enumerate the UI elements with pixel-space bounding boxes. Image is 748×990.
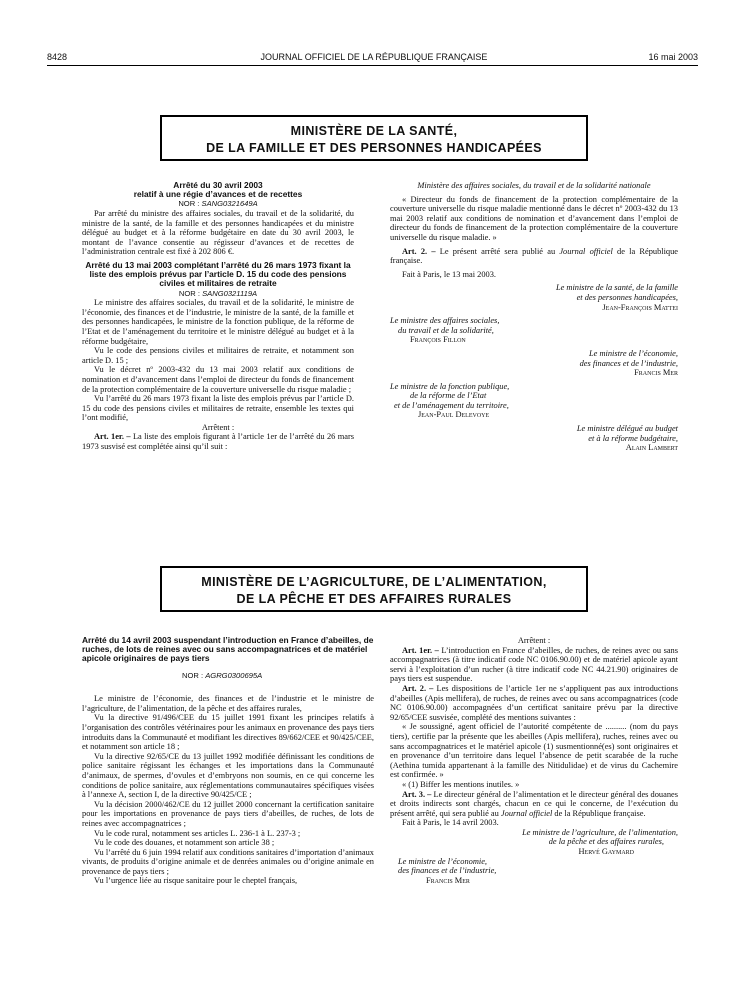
- signature-title: des finances et de l’industrie,: [579, 358, 678, 368]
- signatory-name: François Fillon: [410, 335, 466, 345]
- signature-block: [390, 283, 678, 312]
- signature-title: Le ministre de l’économie,: [398, 856, 488, 866]
- signature-block: [390, 424, 678, 453]
- signature-title: de la réforme de l’Etat: [410, 391, 487, 401]
- nor-reference: [82, 199, 354, 209]
- signature-title: Le ministre délégué au budget: [576, 424, 678, 434]
- signature-block: [390, 316, 678, 345]
- paragraph: Vu la directive 92/65/CE du 13 juillet 1992 modifiée définissant les conditions de police sanitaire régissant les échanges et les importations dans la Communauté d’animaux, de spermes, d’ovules et d’embryons non soumis, en ce qui concerne les conditions de police sanitaire, aux réglementations communautaires spécifiques visées à l’annexe A, section I, de la directive 90/425/CE ;: [82, 751, 374, 800]
- journal-ref: Journal officiel: [559, 246, 613, 256]
- page-number: 8428: [47, 52, 68, 62]
- paragraph: Vu la décision 2000/462/CE du 12 juillet 2000 concernant la certification sanitaire pour les importations en provenance de pays tiers d’abeilles, de ruches, de lots de reines avec accompagnatrices ;: [82, 799, 374, 828]
- ministry-heading-line2: DE LA FAMILLE ET DES PERSONNES HANDICAPÉES: [206, 141, 542, 155]
- ministry-heading-line1: MINISTÈRE DE LA SANTÉ,: [290, 124, 458, 138]
- nor-reference: [82, 289, 354, 299]
- place-date: Fait à Paris, le 13 mai 2003.: [402, 269, 496, 279]
- ministry-heading-health: [160, 115, 588, 161]
- article-text: La liste des emplois figurant à l’article 1er de l’arrêté du 26 mars 1973 susvisé est complétée ainsi qu’il suit :: [82, 432, 355, 452]
- paragraph: Vu l’arrêté du 26 mars 1973 fixant la liste des emplois prévus par l’article D. 15 du code des pensions civiles et militaires de retraite, ensemble les textes qui l’ont modifié,: [82, 394, 354, 423]
- signatory-name: Francis Mer: [426, 875, 470, 885]
- signature-title: des finances et de l’industrie,: [398, 866, 497, 876]
- ministry-heading-line1: MINISTÈRE DE L’AGRICULTURE, DE L’ALIMENTATION,: [201, 575, 547, 589]
- nor-code: SANG0321119A: [202, 288, 258, 298]
- paragraph: Le ministre des affaires sociales, du travail et de la solidarité, le ministre de l’économie, des finances et de l’industrie, le ministre de la santé, de la famille et des personnes handicapées, le ministre de la fonction publique, de la réforme de l’Etat et de l’aménagement du territoire et le ministre délégué au budget et à la réforme budgétaire,: [82, 298, 354, 346]
- nor-reference: [82, 671, 374, 681]
- arretent-label: Arrêtent :: [517, 636, 551, 645]
- article-paragraph: [390, 684, 678, 722]
- article-text: de la République française.: [390, 246, 679, 266]
- paragraph: Vu le code rural, notamment ses articles L. 236-1 à L. 237-3 ;: [94, 828, 301, 838]
- right-column-health: [390, 181, 678, 453]
- decree-body: Par arrêté du ministre des affaires sociales, du travail et de la solidarité, du ministre de la santé, de la famille et des personnes handicapées et du ministre délégué au budget et à la réforme budgétaire en date du 30 avril 2003, le montant de l’avance consentie au régisseur d’avances et de recettes de l’administration centrale est fixé à 202 806 €.: [82, 209, 354, 257]
- quoted-certificate: « Je soussigné, agent officiel de l’autorité compétente de .......... (nom du pays tiers), certifie par la présente que les abeilles (Apis mellifera), ruches, reines avec ou sans accompagnatrices et le matériel apicole (1) susmentionné(es) sont originaires et en provenance d’un territoire dans lequel l’absence de petit scarabée de la ruche (Aethina tumida appartenant à la famille des Nitidulidae) et de virus du Cachemire est confirmée. »: [390, 722, 678, 780]
- decree-title: Arrêté du 14 avril 2003 suspendant l’introduction en France d’abeilles, de ruches, de lots de reines avec ou sans accompagnatrices et de matériel apicole originaires de pays tiers: [82, 635, 374, 664]
- decree-subtitle: relatif à une régie d’avances et de recettes: [133, 189, 303, 200]
- paragraph: Vu la directive 91/496/CEE du 15 juillet 1991 fixant les principes relatifs à l’organisation des contrôles vétérinaires pour les animaux en provenance des pays tiers introduits dans la Communauté et modifiant les directives 89/662/CEE et 90/425/CEE, et notamment son article 18 ;: [82, 713, 374, 752]
- signature-title: et à la réforme budgétaire,: [588, 433, 678, 443]
- signature-title: et des personnes handicapées,: [576, 292, 678, 302]
- article-text: Le directeur général de l’alimentation et le directeur général des douanes et droits indirects sont chargés, chacun en ce qui le concerne, de l’exécution du présent arrêté, qui sera publié au: [390, 789, 679, 818]
- article-label: Art. 2. –: [402, 246, 436, 256]
- nor-label: NOR :: [178, 199, 202, 209]
- right-column-agriculture: [390, 636, 678, 885]
- place-date: Fait à Paris, le 14 avril 2003.: [402, 818, 499, 828]
- signature-block: [390, 828, 678, 857]
- article-label: Art. 2. –: [402, 683, 434, 693]
- signatory-name: Alain Lambert: [625, 443, 678, 453]
- nor-code: SANG0321649A: [201, 199, 258, 209]
- signature-title: et de l’aménagement du territoire,: [394, 400, 509, 410]
- signature-block: [390, 349, 678, 378]
- article-paragraph: [390, 646, 678, 684]
- header-rule: [47, 65, 698, 66]
- signature-title: Le ministre des affaires sociales,: [390, 316, 500, 326]
- signature-title: Le ministre de la fonction publique,: [390, 381, 510, 391]
- paragraph: Le ministre de l’économie, des finances et de l’industrie et le ministre de l’agriculture, de l’alimentation, de la pêche et des affaires rurales,: [82, 694, 374, 713]
- left-column-health: [82, 181, 354, 452]
- signature-title: de la pêche et des affaires rurales,: [548, 837, 664, 847]
- article-paragraph: [82, 432, 354, 451]
- footnote: « (1) Biffer les mentions inutiles. »: [402, 779, 520, 789]
- paragraph: Vu le code des pensions civiles et militaires de retraite, et notamment son article D. 15 ;: [82, 346, 354, 365]
- signature-block: [390, 857, 678, 886]
- ministry-subheading: Ministère des affaires sociales, du travail et de la solidarité nationale: [417, 181, 651, 190]
- nor-label: NOR :: [182, 670, 206, 680]
- issue-date: 16 mai 2003: [648, 52, 698, 62]
- signature-title: du travail et de la solidarité,: [398, 325, 494, 335]
- signatory-name: Francis Mer: [634, 368, 678, 378]
- signatory-name: Jean-Paul Delevoye: [418, 410, 490, 420]
- left-column-agriculture: [82, 636, 374, 886]
- article-label: Art. 3. –: [402, 789, 432, 799]
- article-text: L’introduction en France d’abeilles, de ruches, de reines avec ou sans accompagnatrices (à titre indicatif code NC 0106.90.00) et de matériel apicole ayant servi à l’exploitation d’un rucher (à titre indicatif code NC 44.21.90) originaires de pays tiers est suspendue.: [390, 645, 678, 684]
- decree-title: Arrêté du 30 avril 2003: [173, 180, 263, 190]
- quoted-text: « Directeur du fonds de financement de la protection complémentaire de la couverture universelle du risque maladie mentionné dans le décret nº 2003-432 du 13 mai 2003 relatif aux conditions de nomination et d’avancement dans l’emploi de directeur du fonds de financement de la protection complémentaire de la couverture universelle du risque maladie. »: [390, 194, 678, 242]
- signature-title: Le ministre de l’économie,: [588, 348, 678, 358]
- nor-label: NOR :: [178, 288, 203, 298]
- signatory-name: Hervé Gaymard: [578, 847, 634, 857]
- article-label: Art. 1er. –: [94, 432, 131, 442]
- paragraph: Vu l’arrêté du 6 juin 1994 relatif aux conditions sanitaires d’importation d’animaux vivants, de produits d’origine animale et de denrées animales ou d’origine animale en provenance de pays tiers ;: [82, 847, 374, 876]
- nor-code: AGRG0300695A: [205, 670, 263, 680]
- signature-title: Le ministre de l’agriculture, de l’alimentation,: [522, 827, 678, 837]
- article-text: de la République française.: [552, 808, 646, 818]
- article-paragraph: [390, 247, 678, 266]
- signature-title: Le ministre de la santé, de la famille: [555, 283, 678, 293]
- ministry-heading-agriculture: [160, 566, 588, 612]
- article-text: Le présent arrêté sera publié au: [439, 246, 560, 256]
- journal-title: JOURNAL OFFICIEL DE LA RÉPUBLIQUE FRANÇAISE: [260, 52, 488, 62]
- signatory-name: Jean-François Mattei: [602, 302, 678, 312]
- article-text: Les dispositions de l’article 1er ne s’appliquent pas aux introductions d’abeilles (Apis mellifera), de ruches, de reines avec ou sans accompagnatrices (code NC 0106.90.00) accompagnées d’un certificat sanitaire prévu par la directive 92/65/CEE susvisée, complété des mentions suivantes :: [390, 683, 678, 722]
- article-paragraph: [390, 790, 678, 819]
- article-label: Art. 1er. –: [402, 645, 439, 655]
- signature-block: [390, 382, 678, 420]
- paragraph: Vu l’urgence liée au risque sanitaire pour le cheptel français,: [94, 876, 298, 886]
- decree-title: Arrêté du 13 mai 2003 complétant l’arrêté du 26 mars 1973 fixant la liste des emplois prévus par l’article D. 15 du code des pensions civiles et militaires de retraite: [85, 259, 351, 289]
- ministry-heading-line2: DE LA PÊCHE ET DES AFFAIRES RURALES: [236, 592, 512, 606]
- journal-ref: Journal officiel: [500, 808, 553, 818]
- paragraph: Vu le décret nº 2003-432 du 13 mai 2003 relatif aux conditions de nomination et d’avancement dans l’emploi de directeur du fonds de financement de la protection complémentaire de la couverture universelle du risque maladie ;: [82, 365, 354, 394]
- paragraph: Vu le code des douanes, et notamment son article 38 ;: [94, 838, 275, 848]
- arretent-label: Arrêtent :: [201, 422, 235, 432]
